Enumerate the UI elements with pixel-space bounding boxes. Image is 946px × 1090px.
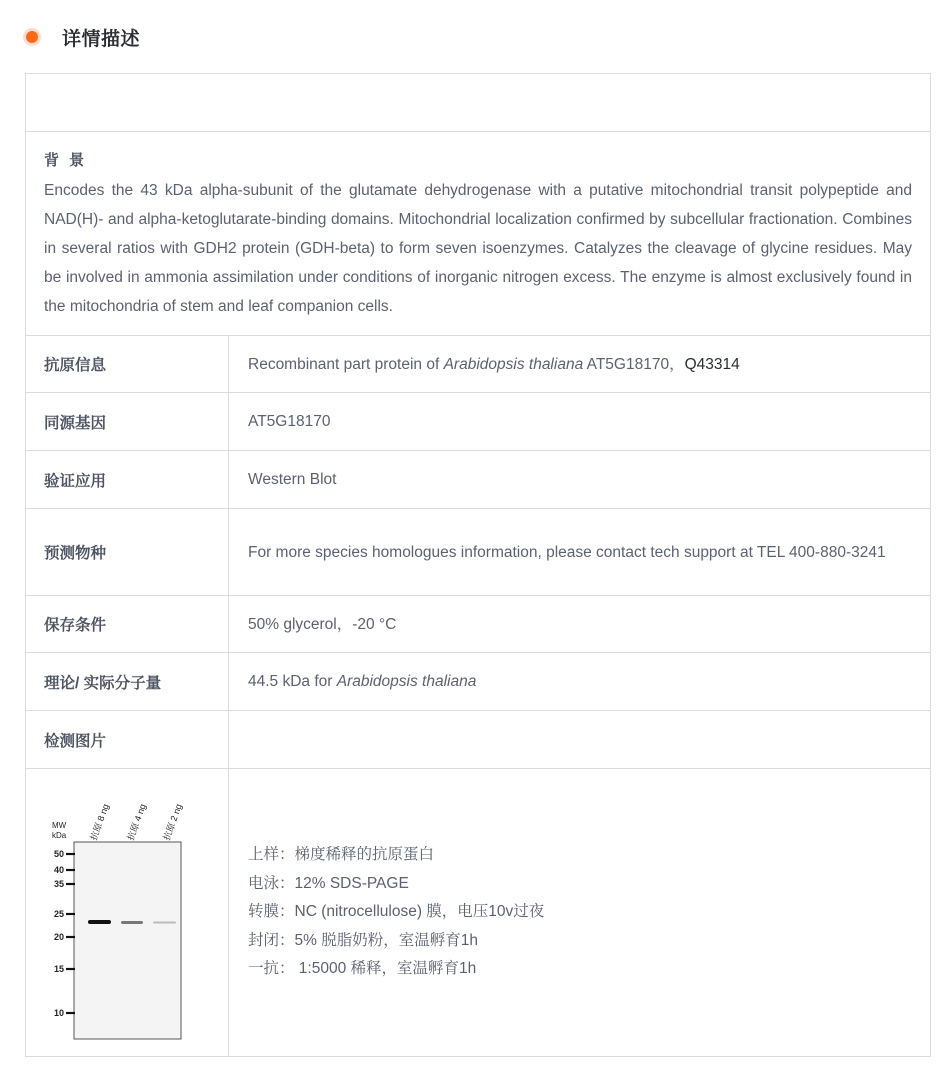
row-application bbox=[26, 451, 930, 509]
marker-label: 40 bbox=[53, 865, 64, 875]
row-value bbox=[229, 336, 930, 392]
mw-value: 44.5 kDa for bbox=[248, 673, 337, 690]
protocol-steps bbox=[229, 769, 930, 1056]
background-text: Encodes the 43 kDa alpha-subunit of the glutamate dehydrogenase with a putative mitochondrial transit polypeptide and NAD(H)- and alpha-ketoglutarate-binding domains. Mitochondrial localization confirmed by subcellular fractionation. Combines in several ratios with GDH2 protein (GDH-beta) to form seven isoenzymes. Catalyzes the cleavage of glycine residues. May be involved in ammonia assimilation under conditions of inorganic nitrogen excess. The enzyme is almost exclusively found in the mitochondria of stem and leaf companion cells. bbox=[44, 182, 912, 315]
row-images bbox=[26, 711, 930, 769]
marker-label: 15 bbox=[53, 964, 64, 974]
section-title: 详情描述 bbox=[62, 28, 141, 50]
marker-label: 25 bbox=[53, 909, 64, 919]
marker-label: 20 bbox=[53, 932, 64, 942]
antigen-accession-link[interactable]: Q43314 bbox=[684, 355, 740, 373]
details-table bbox=[25, 73, 931, 1057]
row-molecular-weight bbox=[26, 653, 930, 711]
protocol-step: 一抗： 1:5000 稀释，室温孵育1h bbox=[248, 960, 477, 978]
row-label: 检测图片 bbox=[26, 711, 229, 768]
section-header bbox=[24, 22, 140, 52]
row-blot bbox=[26, 769, 930, 1056]
kda-label: kDa bbox=[52, 831, 67, 840]
marker-label: 50 bbox=[53, 849, 64, 859]
row-label: 抗原信息 bbox=[26, 336, 229, 392]
western-blot-figure bbox=[26, 769, 226, 1056]
background-title: 背 景 bbox=[44, 152, 88, 169]
lane-label: 抗原 2 ng bbox=[161, 802, 184, 842]
antigen-species: Arabidopsis thaliana bbox=[443, 355, 584, 373]
marker-label: 35 bbox=[53, 879, 64, 889]
protocol-step: 转膜：NC (nitrocellulose) 膜，电压10v过夜 bbox=[248, 903, 545, 921]
background-section bbox=[26, 132, 930, 336]
antigen-gene: AT5G18170， bbox=[583, 355, 685, 373]
bullet-dot-icon bbox=[26, 31, 38, 43]
row-value: For more species homologues information, please contact tech support at TEL 400-880-3241 bbox=[248, 543, 886, 561]
row-label: 验证应用 bbox=[26, 451, 229, 508]
protocol-step: 上样：梯度稀释的抗原蛋白 bbox=[248, 846, 435, 864]
mw-label: MW bbox=[52, 821, 67, 830]
western-blot-image bbox=[26, 769, 229, 1056]
row-label: 理论/ 实际分子量 bbox=[26, 653, 229, 710]
row-label: 同源基因 bbox=[26, 393, 229, 450]
empty-row bbox=[26, 74, 930, 132]
row-antigen bbox=[26, 336, 930, 393]
protocol-step: 电泳：12% SDS-PAGE bbox=[248, 874, 409, 892]
row-label: 预测物种 bbox=[26, 509, 229, 595]
row-value bbox=[229, 653, 930, 710]
lane-label: 抗原 4 ng bbox=[125, 802, 148, 842]
row-storage bbox=[26, 596, 930, 653]
row-species bbox=[26, 509, 930, 596]
row-homolog bbox=[26, 393, 930, 451]
row-value bbox=[229, 711, 930, 768]
antigen-prefix: Recombinant part protein of bbox=[248, 355, 444, 373]
row-value: 50% glycerol，-20 °C bbox=[248, 615, 397, 633]
marker-label: 10 bbox=[53, 1008, 64, 1018]
row-label: 保存条件 bbox=[26, 596, 229, 652]
protocol-step: 封闭：5% 脱脂奶粉，室温孵育1h bbox=[248, 931, 478, 949]
lane-label: 抗原 8 ng bbox=[88, 802, 111, 842]
mw-species: Arabidopsis thaliana bbox=[336, 673, 477, 690]
row-value: AT5G18170 bbox=[248, 413, 331, 430]
row-value: Western Blot bbox=[248, 471, 337, 488]
